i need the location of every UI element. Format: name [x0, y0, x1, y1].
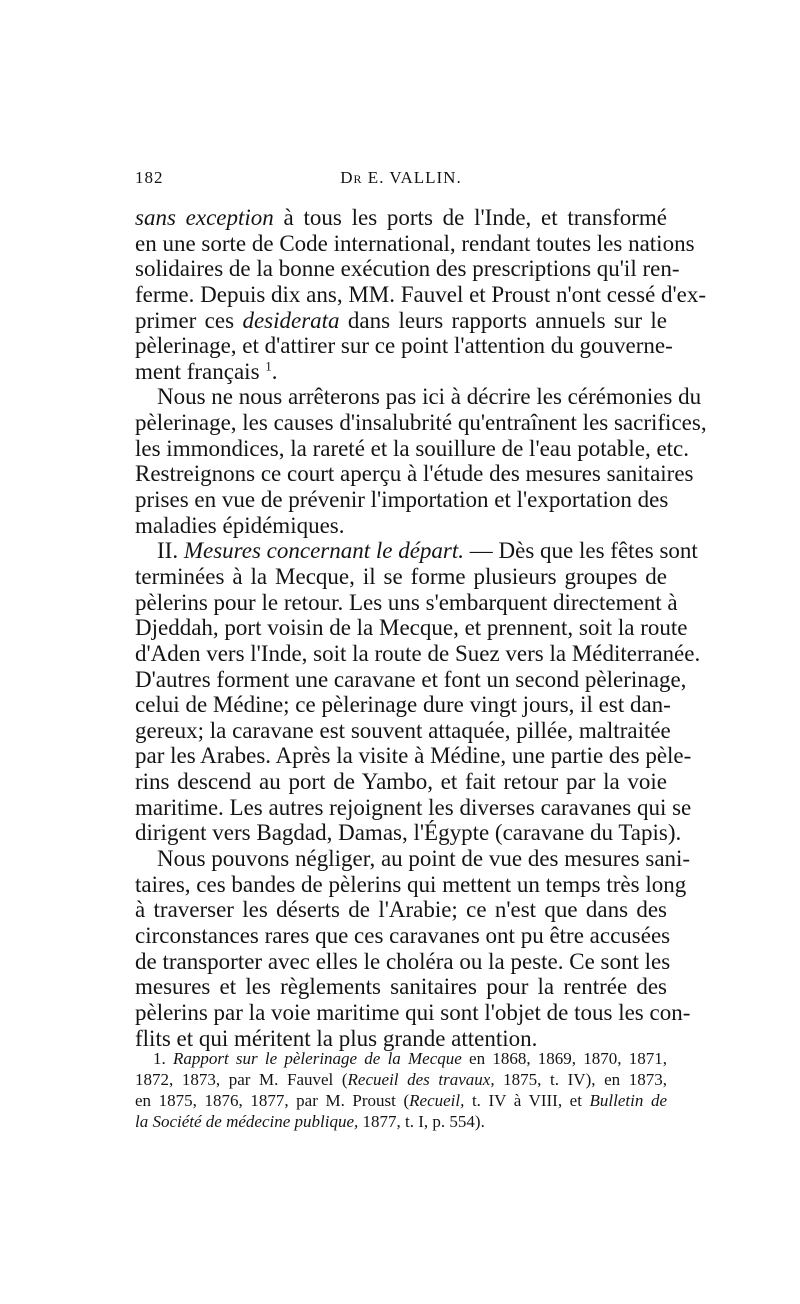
running-head [135, 168, 667, 192]
text-line: ferme. Depuis dix ans, MM. Fauvel et Proust n'ont cessé d'ex- [135, 281, 707, 307]
text-line: pèlerins pour le retour. Les uns s'embarquent directement à [135, 589, 678, 615]
footnote-reference: 1 [265, 358, 272, 374]
text-line: celui de Médine; ce pèlerinage dure vingt jours, il est dan- [135, 692, 671, 718]
text-segment: 1872, 1873, par M. Fauvel ( [135, 1070, 348, 1089]
text-line: mesures et les règlements sanitaires pour la rentrée des [135, 974, 667, 1000]
text-line: solidaires de la bonne exécution des prescriptions qu'il ren- [135, 256, 680, 282]
text-line: rins descend au port de Yambo, et fait retour par la voie [135, 769, 667, 795]
text-segment: en 1875, 1876, 1877, par M. Proust ( [135, 1091, 410, 1110]
footnote-line [135, 1069, 667, 1090]
text-line: Nous pouvons négliger, au point de vue des mesures sani- [157, 846, 691, 872]
text-line: par les Arabes. Après la visite à Médine, une partie des pèle- [135, 743, 692, 769]
italic-phrase: sans exception [135, 205, 274, 230]
text-line: à traverser les déserts de l'Arabie; ce n'est que dans des [135, 897, 667, 923]
text-line: de transporter avec elles le choléra ou la peste. Ce sont les [135, 948, 671, 974]
italic-phrase: desiderata [242, 307, 340, 333]
text-segment: t. IV à VIII, et [464, 1091, 590, 1110]
text-line [135, 538, 698, 564]
text-line [135, 359, 667, 385]
text-line: pèlerinage, les causes d'insalubrité qu'entraînent les sacrifices, [135, 410, 707, 436]
text-line: pèlerins par la voie maritime qui sont l'objet de tous les con- [135, 999, 691, 1025]
text-line: flits et qui méritent la plus grande attention. [135, 1025, 538, 1051]
text-line: maritime. Les autres rejoignent les diverses caravanes qui se [135, 794, 692, 820]
italic-phrase: Bulletin de [589, 1091, 668, 1110]
text-segment: 1875, t. IV), en 1873, [494, 1070, 667, 1089]
italic-phrase: Recueil des travaux, [347, 1070, 495, 1089]
text-segment: 1. [153, 1049, 173, 1068]
text-line: d'Aden vers l'Inde, soit la route de Suez vers la Méditerranée. [135, 640, 701, 666]
text-line: en une sorte de Code international, rendant toutes les nations [135, 230, 695, 256]
italic-phrase: Mesures concernant le départ. [183, 538, 465, 564]
text-segment: . [271, 358, 278, 384]
italic-phrase: Rapport sur le pèlerinage de la Mecque [172, 1049, 462, 1068]
footnote-line [135, 1111, 667, 1132]
text-line: prises en vue de prévenir l'importation et l'exportation des [135, 487, 669, 513]
body-text [135, 205, 707, 1051]
text-line: dirigent vers Bagdad, Damas, l'Égypte (caravane du Tapis). [135, 820, 682, 846]
text-line: pèlerinage, et d'attirer sur ce point l'attention du gouverne- [135, 333, 673, 359]
footnote [135, 1048, 667, 1132]
text-segment: à tous les ports de l'Inde, et transformé [273, 205, 668, 230]
text-line: taires, ces bandes de pèlerins qui mettent un temps très long [135, 871, 687, 897]
text-line: Nous ne nous arrêterons pas ici à décrire les cérémonies du [157, 384, 702, 410]
text-line: Djeddah, port voisin de la Mecque, et prennent, soit la route [135, 615, 688, 641]
text-segment: dans leurs rapports annuels sur le [339, 307, 667, 333]
text-segment: ment français [135, 358, 266, 384]
footnote-line [135, 1090, 667, 1111]
text-segment: primer ces [135, 307, 243, 333]
text-segment: 1877, t. I, p. 554). [358, 1112, 485, 1131]
italic-phrase: la Société de médecine publique, [135, 1112, 359, 1131]
page-number: 182 [135, 168, 164, 187]
footnote-line [135, 1048, 667, 1069]
text-line [135, 308, 667, 334]
running-head-author: Dr E. VALLIN. [340, 168, 462, 187]
text-line: circonstances rares que ces caravanes ont pu être accusées [135, 922, 671, 948]
text-segment: en 1868, 1869, 1870, 1871, [461, 1049, 667, 1068]
text-segment: II. [157, 538, 184, 564]
text-line: Restreignons ce court aperçu à l'étude des mesures sanitaires [135, 461, 694, 487]
text-line: gereux; la caravane est souvent attaquée, pillée, maltraitée [135, 717, 671, 743]
italic-phrase: Recueil, [409, 1091, 465, 1110]
text-line [135, 205, 667, 231]
text-segment: — Dès que les fêtes sont [464, 538, 698, 564]
text-line: D'autres forment une caravane et font un second pèlerinage, [135, 666, 687, 692]
text-line: terminées à la Mecque, il se forme plusieurs groupes de [135, 563, 667, 589]
text-line: maladies épidémiques. [135, 512, 345, 538]
text-line: les immondices, la rareté et la souillure de l'eau potable, etc. [135, 435, 690, 461]
